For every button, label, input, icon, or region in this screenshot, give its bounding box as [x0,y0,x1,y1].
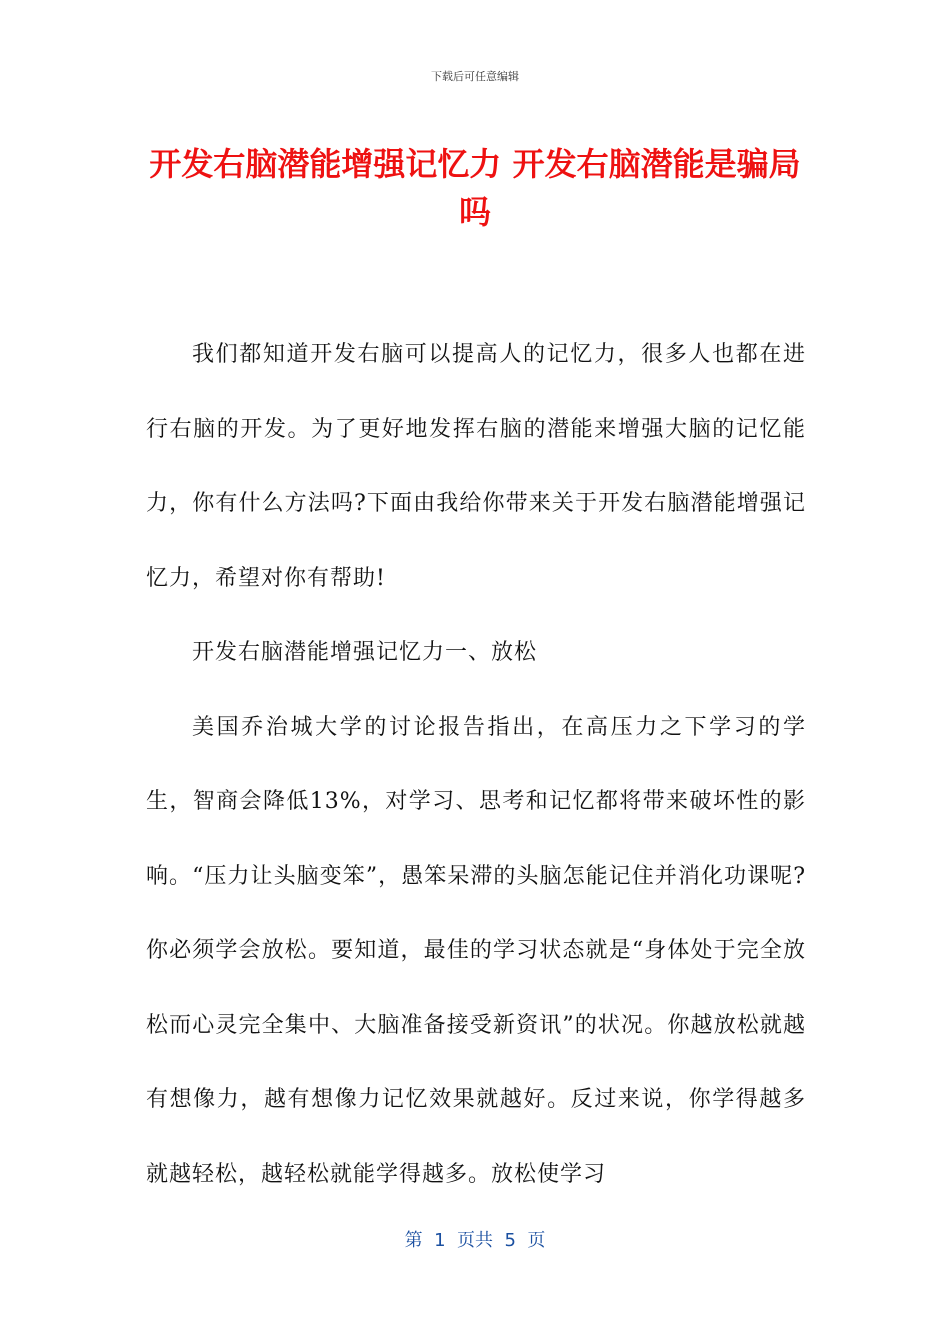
paragraph-relax: 美国乔治城大学的讨论报告指出，在高压力之下学习的学生，智商会降低13%，对学习、思考和记忆都将带来破坏性的影响。“压力让头脑变笨”，愚笨呆滞的头脑怎能记住并消化功课呢?你必须学会放松。要知道，最佳的学习状态就是“身体处于完全放松而心灵完全集中、大脑准备接受新资讯”的状况。你越放松就越有想像力，越有想像力记忆效果就越好。反过来说，你学得越多就越轻松，越轻松就能学得越多。放松使学习 [146,714,806,1187]
paragraph-intro: 我们都知道开发右脑可以提高人的记忆力，很多人也都在进行右脑的开发。为了更好地发挥右脑的潜能来增强大脑的记忆能力，你有什么方法吗?下面由我给你带来关于开发右脑潜能增强记忆力，希望对你有帮助! [146,342,806,591]
document-body [146,318,806,1212]
header-note: 下载后可任意编辑 [431,70,519,83]
paragraph-section-heading: 开发右脑潜能增强记忆力一、放松 [192,640,538,665]
document-title: 开发右脑潜能增强记忆力 开发右脑潜能是骗局吗 [149,145,801,231]
page-number-footer: 第 1 页共 5 页 [404,1230,546,1251]
